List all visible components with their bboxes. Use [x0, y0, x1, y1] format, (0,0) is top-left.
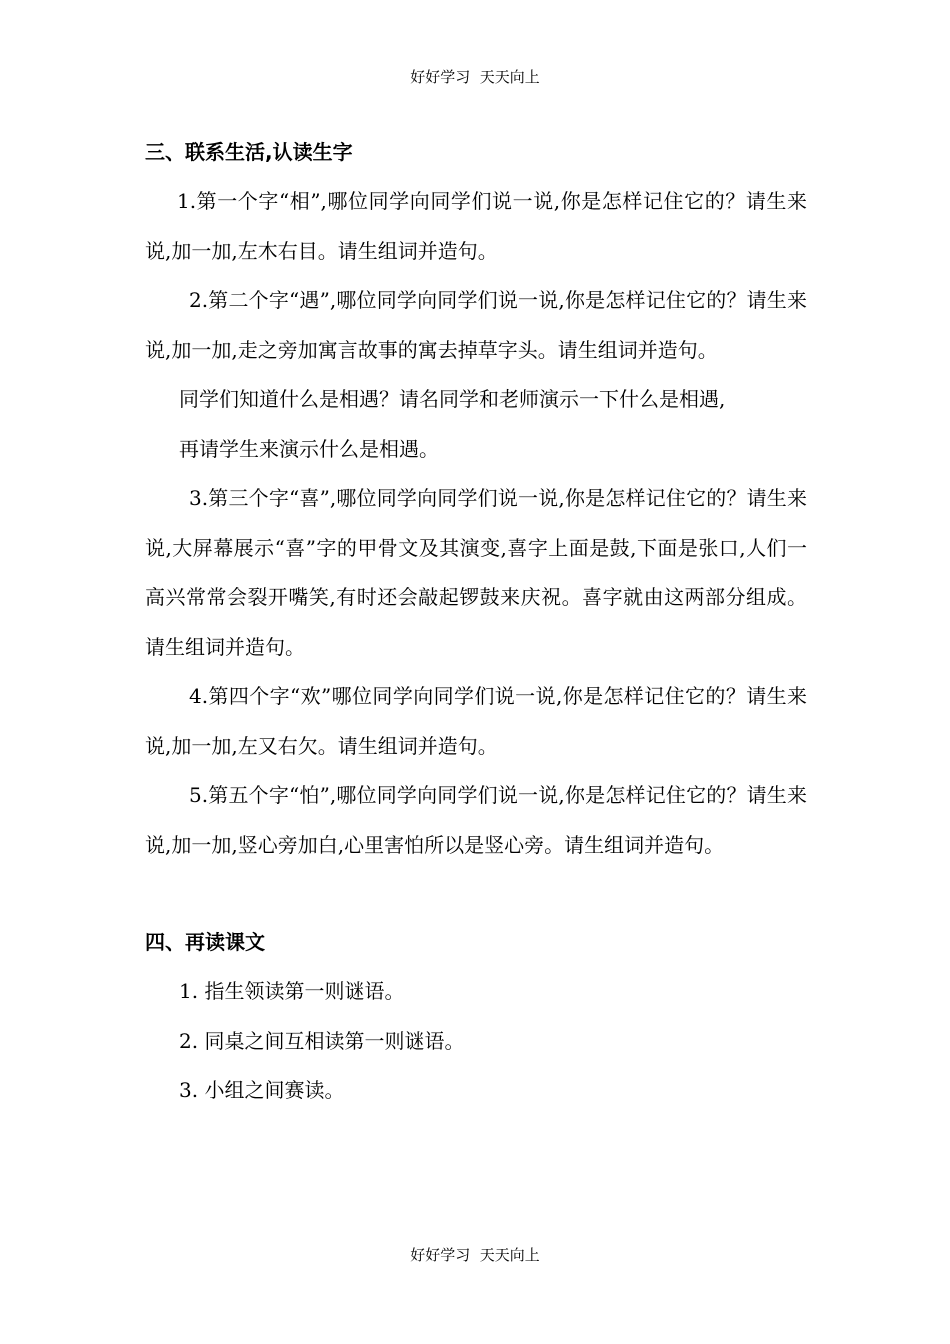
- list-item-2: 2. 同桌之间互相读第一则谜语。: [179, 1028, 465, 1053]
- paragraph-item-2: 2.第二个字“遇”,哪位同学向同学们说一说,你是怎样记住它的？请生来说,加一加,走之旁加寓言故事的寓去掉草字头。请生组词并造句。: [145, 288, 807, 362]
- section-3-title: 三、联系生活,认读生字: [145, 140, 353, 164]
- section-gap: [145, 870, 807, 918]
- paragraph-item-1: 1.第一个字“相”,哪位同学向同学们说一说,你是怎样记住它的？请生来说,加一加,左木右目。请生组词并造句。: [145, 189, 807, 263]
- paragraph-item-4: 4.第四个字“欢”哪位同学向同学们说一说,你是怎样记住它的？请生来说,加一加,左又右欠。请生组词并造句。: [145, 684, 807, 758]
- paragraph-item-2-note-2: 再请学生来演示什么是相遇。: [179, 436, 439, 461]
- paragraph-item-2-note-1: 同学们知道什么是相遇？请名同学和老师演示一下什么是相遇,: [179, 387, 726, 411]
- document-body: [145, 128, 807, 1116]
- list-item-3: 3. 小组之间赛读。: [179, 1078, 345, 1102]
- page-footer: 好好学习 天天向上: [410, 1246, 540, 1264]
- page-header: 好好学习 天天向上: [410, 68, 540, 86]
- section-4-title: 四、再读课文: [145, 930, 265, 954]
- list-item-1: 1. 指生领读第一则谜语。: [179, 979, 405, 1003]
- paragraph-item-5: 5.第五个字“怕”,哪位同学向同学们说一说,你是怎样记住它的？请生来说,加一加,竖心旁加白,心里害怕所以是竖心旁。请生组词并造句。: [145, 783, 807, 857]
- paragraph-item-3: 3.第三个字“喜”,哪位同学向同学们说一说,你是怎样记住它的？请生来说,大屏幕展示“喜”字的甲骨文及其演变,喜字上面是鼓,下面是张口,人们一高兴常常会裂开嘴笑,有时还会敲起锣鼓来庆祝。喜字就由这两部分组成。请生组词并造句。: [145, 486, 807, 659]
